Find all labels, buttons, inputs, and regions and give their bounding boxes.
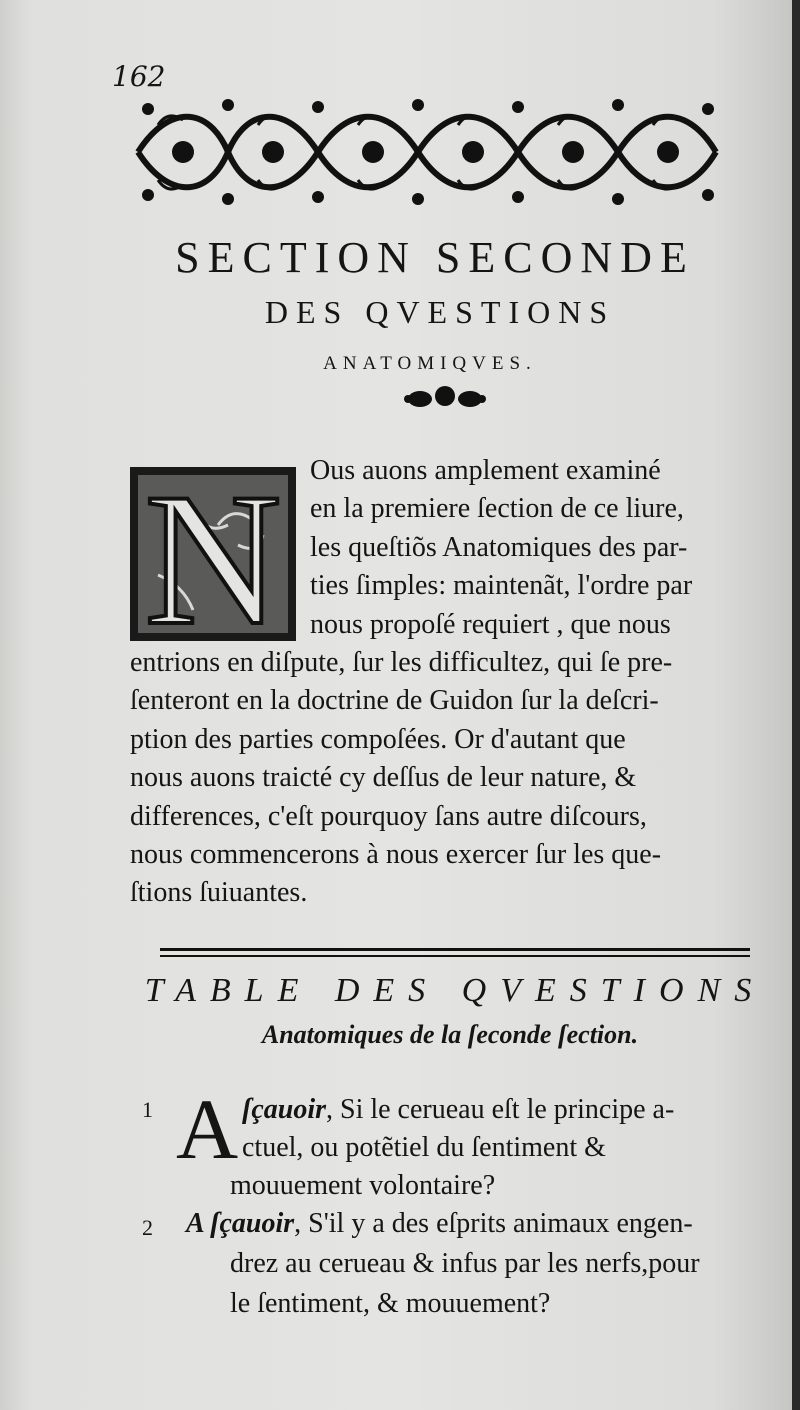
body-line: entrions en diſpute, ſur les difficultez, qui ſe pre- <box>130 647 673 679</box>
question-lead: A ſçauoir <box>186 1208 295 1239</box>
question-line: mouuement volontaire? <box>230 1170 496 1201</box>
question-text: , S'il y a des eſprits animaux engen- <box>294 1208 693 1239</box>
question-number: 2 <box>142 1215 153 1240</box>
double-rule-divider <box>160 948 750 962</box>
section-title: SECTION SECONDE <box>175 233 695 282</box>
body-line: en la premiere ſection de ce liure, <box>310 493 684 525</box>
question-number: 1 <box>142 1097 153 1122</box>
body-line: nous auons traicté cy deſſus de leur nature, & <box>130 762 637 794</box>
body-line: differences, c'eſt pourquoy ſans autre diſcours, <box>130 800 647 832</box>
drop-cap-letter: N <box>144 465 282 643</box>
question-initial: A <box>176 1081 239 1177</box>
section-subtitle-small: ANATOMIQVES. <box>323 353 537 374</box>
body-line: ſtions ſuiuantes. <box>130 877 308 909</box>
table-title: TABLE DES QVESTIONS <box>144 972 766 1009</box>
question-line <box>242 1090 674 1130</box>
question-lead: ſçauoir <box>242 1094 326 1125</box>
page-edge-shadow <box>792 0 800 1410</box>
body-paragraph <box>130 452 755 913</box>
question-line <box>186 1204 693 1244</box>
section-subtitle: DES QVESTIONS <box>264 294 616 330</box>
page-number: 162 <box>112 60 166 93</box>
body-line: ſenteront en la doctrine de Guidon ſur la deſcri- <box>130 685 659 717</box>
ornamental-headpiece <box>128 95 726 210</box>
body-line: ties ſimples: maintenãt, l'ordre par <box>310 570 693 602</box>
table-subtitle: Anatomiques de la ſeconde ſection. <box>261 1020 639 1049</box>
question-line: le ſentiment, & mouuement? <box>230 1288 551 1319</box>
body-line: ption des parties compoſées. Or d'autant que <box>130 723 626 755</box>
body-line: les queſtiõs Anatomiques des par- <box>310 531 688 563</box>
body-line: nous propoſé requiert , que nous <box>310 608 671 640</box>
question-line: ctuel, ou potẽtiel du ſentiment & <box>242 1132 606 1163</box>
question-line: drez au cerueau & infus par les nerfs,pour <box>230 1248 700 1279</box>
fleuron-ornament <box>400 382 490 416</box>
body-line: nous commencerons à nous exercer ſur les que- <box>130 839 662 871</box>
question-text: , Si le cerueau eſt le principe a- <box>326 1094 675 1125</box>
body-line: Ous auons amplement examiné <box>310 455 661 486</box>
